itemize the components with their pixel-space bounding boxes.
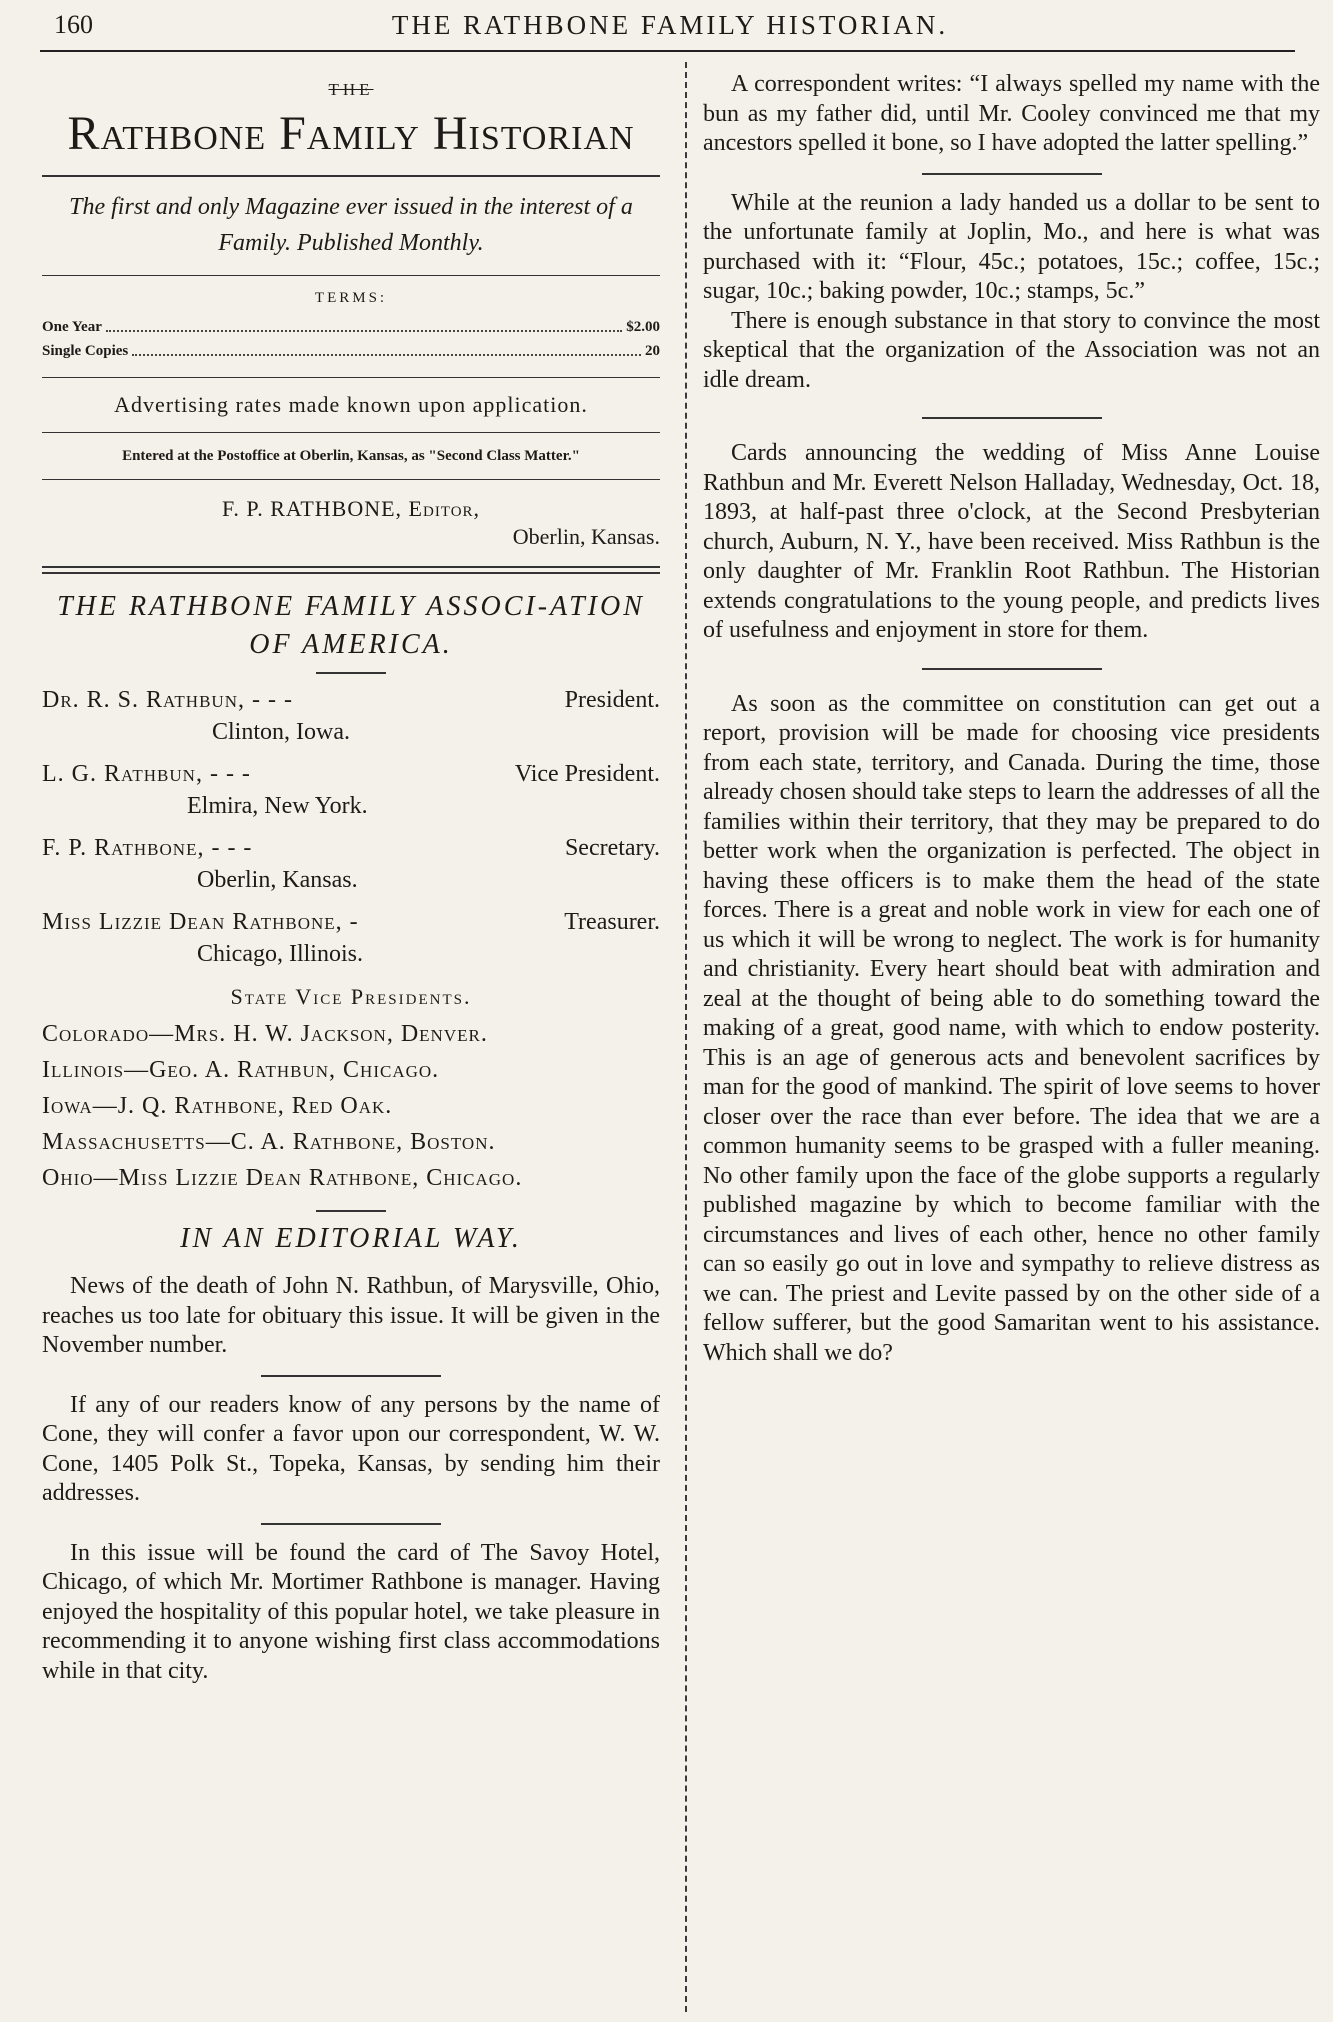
wedding-paragraph: Cards announcing the wedding of Miss Anne Louise Rathbun and Mr. Everett Nelson Halladay, Wednesday, Oct. 18, 1893, at half-past three o'clock, at the Second Presbyterian church, Auburn, N. Y., have been received. Miss Rathbun is the only daughter of Mr. Franklin Root Rathbun. The Historian extends congratulations to the young people, and predicts lives of usefulness and enjoyment in store for them. bbox=[703, 440, 1320, 643]
rule bbox=[42, 479, 660, 480]
state-vp-item: Ohio—Miss Lizzie Dean Rathbone, Chicago. bbox=[42, 1165, 523, 1191]
double-rule bbox=[42, 566, 660, 574]
terms-row bbox=[42, 339, 660, 363]
short-rule bbox=[261, 1375, 441, 1377]
masthead-tagline: The first and only Magazine ever issued in the interest of a Family. Published Monthly. bbox=[69, 194, 633, 256]
officer-name: F. P. Rathbone, - - - bbox=[42, 835, 253, 861]
short-rule bbox=[316, 1210, 386, 1212]
officer-role: Secretary. bbox=[564, 835, 660, 861]
officer-name: L. G. Rathbun, - - - bbox=[42, 761, 251, 787]
officer-place: Chicago, Illinois. bbox=[197, 941, 363, 967]
terms-label: Single Copies bbox=[42, 343, 129, 359]
rule bbox=[42, 377, 660, 378]
officer-place: Clinton, Iowa. bbox=[212, 719, 350, 745]
terms-label: One Year bbox=[42, 319, 102, 335]
officer-role: Treasurer. bbox=[564, 909, 660, 935]
terms-row bbox=[42, 315, 660, 339]
running-header bbox=[40, 6, 1300, 46]
correspondent-paragraph: A correspondent writes: “I always spelled my name with the bun as my father did, until Mr. Cooley convinced me that my ancestors spelled it bone, so I have adopted the latter spelling.” bbox=[703, 71, 1320, 156]
association-title: THE RATHBONE FAMILY ASSOCI-ATION OF AMERICA. bbox=[57, 591, 645, 660]
officer-entry bbox=[42, 758, 660, 822]
terms-value: 20 bbox=[645, 343, 660, 359]
editorial-paragraph: If any of our readers know of any persons by the name of Cone, they will confer a favor upon our correspondent, W. W. Cone, 1405 Polk St., Topeka, Kansas, by sending him their addresses. bbox=[42, 1391, 660, 1506]
header-rule bbox=[40, 50, 1295, 52]
editor-location: Oberlin, Kansas. bbox=[512, 524, 660, 549]
entered-note: Entered at the Postoffice at Oberlin, Kansas, as "Second Class Matter." bbox=[122, 448, 580, 464]
terms-value: $2.00 bbox=[626, 319, 660, 335]
editorial-paragraph: News of the death of John N. Rathbun, of Marysville, Ohio, reaches us too late for obituary this issue. It will be given in the November number. bbox=[42, 1273, 660, 1358]
reunion-paragraph: While at the reunion a lady handed us a dollar to be sent to the unfortunate family at Joplin, Mo., and here is what was purchased with it: “Flour, 45c.; potatoes, 15c.; coffee, 15c.; sugar, 10c.; baking powder, 10c.; stamps, 5c.” bbox=[703, 189, 1320, 304]
officer-entry bbox=[42, 832, 660, 896]
state-vp-item: Iowa—J. Q. Rathbone, Red Oak. bbox=[42, 1093, 393, 1119]
substance-paragraph: There is enough substance in that story to convince the most skeptical that the organization of the Association was not an idle dream. bbox=[703, 307, 1320, 393]
state-vp-item: Colorado—Mrs. H. W. Jackson, Denver. bbox=[42, 1021, 488, 1047]
editorial-paragraph: In this issue will be found the card of The Savoy Hotel, Chicago, of which Mr. Mortimer Rathbone is manager. Having enjoyed the hospitality of this popular hotel, we take pleasure in recommending it to anyone wishing first class accommodations while in that city. bbox=[42, 1539, 660, 1684]
short-rule bbox=[922, 417, 1102, 419]
officer-name: Dr. R. S. Rathbun, - - - bbox=[42, 687, 293, 713]
state-vp-item: Illinois—Geo. A. Rathbun, Chicago. bbox=[42, 1057, 440, 1083]
officer-entry bbox=[42, 684, 660, 748]
masthead-rule bbox=[42, 175, 660, 177]
terms-title: TERMS: bbox=[314, 290, 388, 306]
rule bbox=[42, 275, 660, 276]
state-vp-item: Massachusetts—C. A. Rathbone, Boston. bbox=[42, 1129, 496, 1155]
advertising-note: Advertising rates made known upon application. bbox=[114, 392, 588, 417]
short-rule bbox=[261, 1523, 441, 1525]
state-vp-title: State Vice Presidents. bbox=[230, 984, 472, 1009]
short-rule bbox=[316, 672, 386, 674]
short-rule bbox=[922, 668, 1102, 670]
page-number: 160 bbox=[54, 10, 93, 39]
masthead-title: Rathbone Family Historian bbox=[67, 107, 635, 160]
officer-name: Miss Lizzie Dean Rathbone, - bbox=[42, 909, 359, 935]
rule bbox=[42, 432, 660, 433]
right-column bbox=[703, 70, 1320, 1368]
officer-place: Oberlin, Kansas. bbox=[197, 867, 358, 893]
masthead-the: THE bbox=[328, 80, 374, 99]
officer-role: President. bbox=[564, 687, 660, 713]
column-divider bbox=[685, 62, 687, 2012]
officer-place: Elmira, New York. bbox=[187, 793, 368, 819]
officer-entry bbox=[42, 906, 660, 970]
editorial-title: IN AN EDITORIAL WAY. bbox=[180, 1223, 522, 1254]
officer-role: Vice President. bbox=[514, 761, 660, 787]
editor-name: F. P. RATHBONE, Editor, bbox=[221, 496, 481, 521]
running-title: THE RATHBONE FAMILY HISTORIAN. bbox=[391, 10, 949, 40]
committee-paragraph: As soon as the committee on constitution can get out a report, provision will be made for choosing vice presidents from each state, territory, and Canada. During the time, those already chosen should take steps to learn the addresses of all the families within their territory, that they may be prepared to do better work when the organization is perfected. The object in having these officers is to make them the head of the state forces. There is a great and noble work in view for each one of us which it will be wrong to neglect. The work is for humanity and christianity. Every heart should beat with admiration and zeal at the thought of being able to do something toward the making of a great, good name, with which to endow posterity. This is an age of generous acts and benevolent sacrifices by man for the good of mankind. The spirit of love seems to hover closer over the race than ever before. The idea that we are a common humanity seems to be grasped with a fuller meaning. No other family upon the face of the globe supports a regularly published magazine by which to become familiar with the circumstances and lives of each other, hence no other family can so easily go out in love and sympathy to relieve distress as we can. The priest and Levite passed by on the other side of a fellow sufferer, but the good Samaritan went to his assistance. Which shall we do? bbox=[703, 690, 1320, 1366]
left-column bbox=[42, 70, 660, 1686]
short-rule bbox=[922, 173, 1102, 175]
